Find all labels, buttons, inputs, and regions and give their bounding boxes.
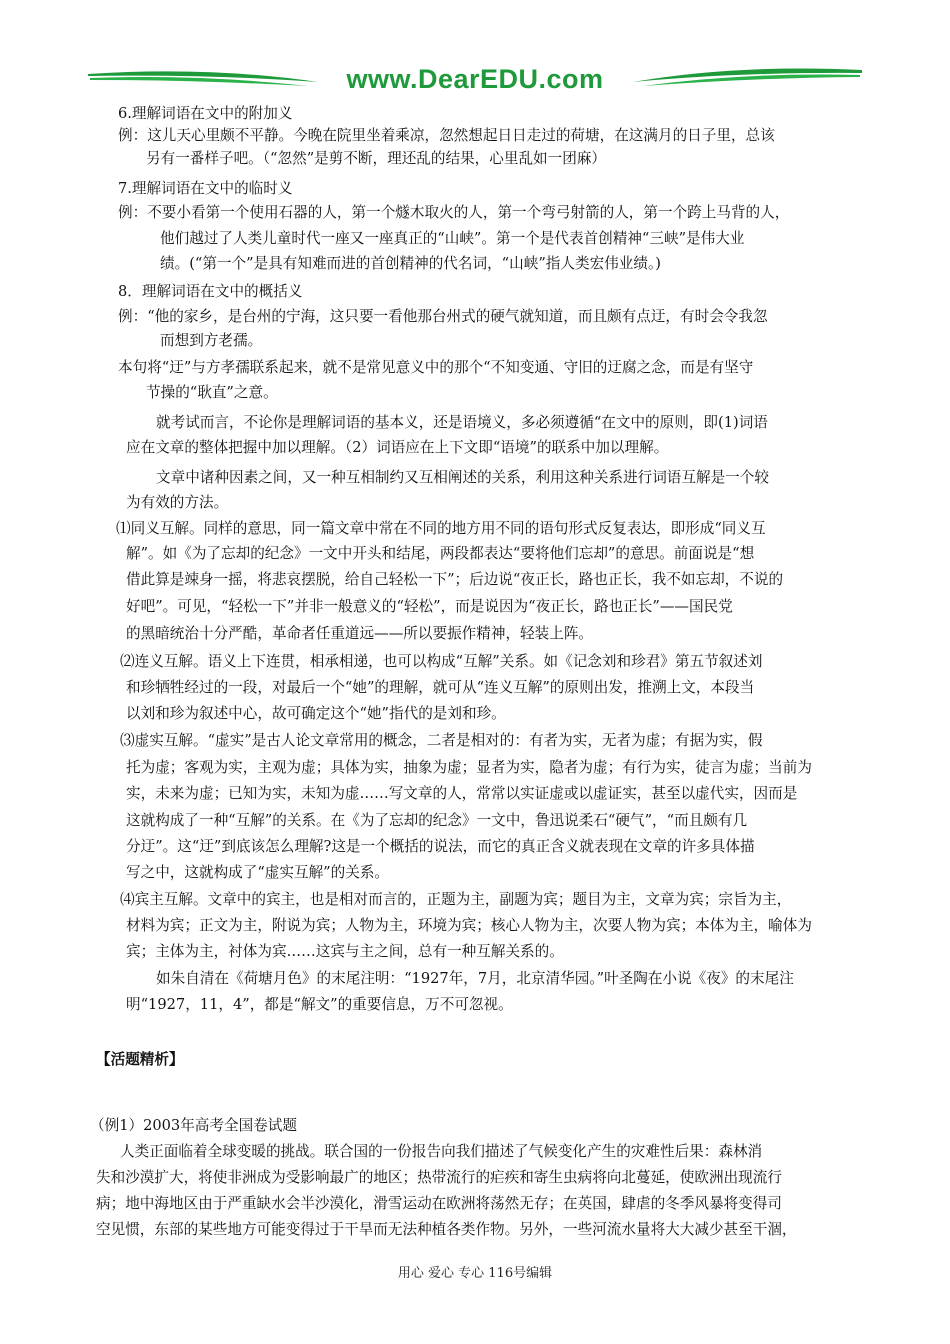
text-line: 托为虚；客观为实，主观为虚；具体为实，抽象为虚；显者为实，隐者为虚；有行为实，徒言为虚；当前为 (126, 759, 812, 776)
text-line: 病；地中海地区由于严重缺水会半沙漠化，滑雪运动在欧洲将荡然无存；在英国，肆虐的冬季风暴将变得司 (96, 1195, 782, 1212)
text-line: 空见惯，东部的某些地方可能变得过于干旱而无法种植各类作物。另外，一些河流水量将大大减少甚至干涸， (96, 1221, 797, 1238)
text-line: 应在文章的整体把握中加以理解。（2）词语应在上下文即“语境”的联系中加以理解。 (126, 439, 669, 456)
text-line: 解”。如《为了忘却的纪念》一文中开头和结尾，两段都表达“要将他们忘却”的意思。前面说是“想 (126, 545, 755, 562)
text-line: 另有一番样子吧。（“忽然”是剪不断，理还乱的结果，心里乱如一团麻） (146, 150, 607, 167)
text-line: 例：这儿天心里颇不平静。今晚在院里坐着乘凉，忽然想起日日走过的荷塘，在这满月的日子里，总该 (118, 127, 775, 144)
text-line: 8．理解词语在文中的概括义 (118, 283, 303, 300)
text-line: 的黑暗统治十分严酷，革命者任重道远——所以要振作精神，轻装上阵。 (126, 625, 594, 642)
section-heading: 【活题精析】 (96, 1051, 184, 1068)
text-line: ⑵连义互解。语义上下连贯，相承相递，也可以构成“互解”关系。如《记念刘和珍君》第五节叙述刘 (120, 653, 763, 670)
text-line: 人类正面临着全球变暖的挑战。联合国的一份报告向我们描述了气候变化产生的灾难性后果：森林消 (120, 1143, 763, 1160)
text-line: 分迂”。这“迂”到底该怎么理解?这是一个概括的说法，而它的真正含义就表现在文章的许多具体描 (126, 838, 755, 855)
text-line: 绩。(“第一个”是具有知难而进的首创精神的代名词，“山峡”指人类宏伟业绩。) (160, 255, 661, 272)
text-line: 而想到方老孺。 (160, 332, 263, 349)
text-line: 以刘和珍为叙述中心，故可确定这个“她”指代的是刘和珍。 (126, 705, 506, 722)
text-line: 借此算是竦身一摇，将悲哀摆脱，给自己轻松一下”；后边说“夜正长，路也正长，我不如忘却，不说的 (126, 571, 784, 588)
text-line: 如朱自清在《荷塘月色》的末尾注明：“1927年，7月，北京清华园。”叶圣陶在小说《夜》的末尾注 (156, 970, 794, 987)
text-line: 文章中诸种因素之间，又一种互相制约又互相阐述的关系，利用这种关系进行词语互解是一个较 (156, 469, 769, 486)
text-line: 这就构成了一种“互解”的关系。在《为了忘却的纪念》一文中，鲁迅说柔石“硬气”，“而且颇有几 (126, 812, 748, 829)
text-line: 失和沙漠扩大，将使非洲成为受影响最广的地区；热带流行的疟疾和寄生虫病将向北蔓延，使欧洲出现流行 (96, 1169, 782, 1186)
text-line: 为有效的方法。 (126, 494, 229, 511)
text-line: 材料为宾；正文为主，附说为宾；人物为主，环境为宾；核心人物为主，次要人物为宾；本体为主，喻体为 (126, 917, 812, 934)
text-line: ⑷宾主互解。文章中的宾主，也是相对而言的，正题为主，副题为宾；题目为主，文章为宾；宗旨为主， (120, 891, 792, 908)
text-line: 例：“他的家乡，是台州的宁海，这只要一看他那台州式的硬气就知道，而且颇有点迂，有时会令我忽 (118, 308, 768, 325)
text-line: ⑶虚实互解。“虚实”是古人论文章常用的概念，二者是相对的：有者为实，无者为虚；有据为实，假 (120, 732, 763, 749)
text-line: 他们越过了人类儿童时代一座又一座真正的“山峡”。第一个是代表首创精神“三峡”是伟大业 (160, 230, 745, 247)
text-line: ⑴同义互解。同样的意思，同一篇文章中常在不同的地方用不同的语句形式反复表达，即形成“同义互 (116, 520, 766, 537)
site-header (88, 62, 862, 98)
text-line: 写之中，这就构成了“虚实互解”的关系。 (126, 864, 390, 881)
text-line: 好吧”。可见，“轻松一下”并非一般意义的“轻松”，而是说因为“夜正长，路也正长”——国民党 (126, 598, 733, 615)
text-line: 宾；主体为主，衬体为宾……这宾与主之间，总有一种互解关系的。 (126, 943, 564, 960)
example-label: （例1）2003年高考全国卷试题 (90, 1117, 297, 1134)
text-line: 实，未来为虚；已知为实，未知为虚……写文章的人，常常以实证虚或以虚证实，甚至以虚代实，因而是 (126, 785, 798, 802)
page-footer: 用心 爱心 专心 116号编辑 (397, 1266, 553, 1281)
text-line: 6.理解词语在文中的附加义 (118, 105, 293, 122)
text-line: 本句将“迂”与方孝孺联系起来，就不是常见意义中的那个“不知变通、守旧的迂腐之念，而是有坚守 (118, 359, 754, 376)
text-line: 节操的“耿直”之意。 (146, 384, 278, 401)
site-logo-text[interactable]: www.DearEDU.com (346, 64, 604, 94)
text-line: 例：不要小看第一个使用石器的人，第一个燧木取火的人，第一个弯弓射箭的人，第一个跨上马背的人， (118, 204, 790, 221)
text-line: 明“1927，11，4”，都是“解文”的重要信息，万不可忽视。 (126, 996, 513, 1013)
text-line: 就考试而言，不论你是理解词语的基本义，还是语境义，多必须遵循“在文中的原则，即(1)词语 (156, 414, 768, 431)
text-line: 7.理解词语在文中的临时义 (118, 180, 293, 197)
text-line: 和珍牺牲经过的一段，对最后一个“她”的理解，就可从“连义互解”的原则出发，推溯上文，本段当 (126, 679, 755, 696)
